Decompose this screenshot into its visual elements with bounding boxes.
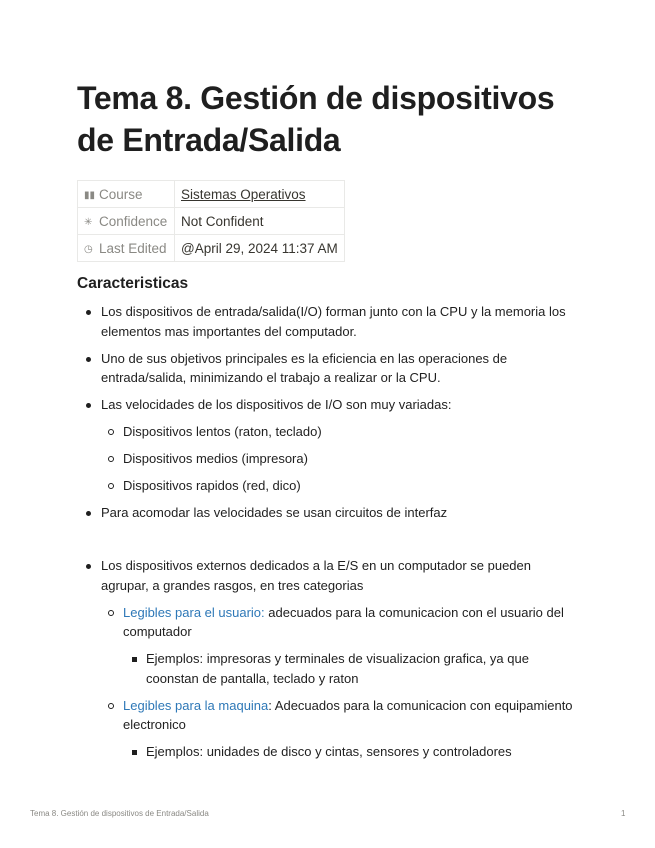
- categories-sublist: [101, 603, 577, 762]
- last-edited-label: Last Edited: [99, 240, 167, 256]
- property-value-course[interactable]: [175, 181, 345, 208]
- list-item: Dispositivos rapidos (red, dico): [101, 476, 577, 496]
- list-item: [77, 395, 577, 496]
- list-item: Ejemplos: impresoras y terminales de visualizacion grafica, ya que coonstan de pantalla, teclado y raton: [123, 649, 577, 688]
- category-link[interactable]: Legibles para la maquina: [123, 697, 269, 713]
- page-number: 1: [621, 809, 626, 818]
- list-item: Uno de sus objetivos principales es la eficiencia en las operaciones de entrada/salida, minimizando el trabajo a realizar or la CPU.: [77, 349, 577, 388]
- list-item: Los dispositivos de entrada/salida(I/O) forman junto con la CPU y la memoria los elementos mas importantes del computador.: [77, 302, 577, 341]
- example-sublist: [123, 742, 577, 762]
- example-sublist: [123, 649, 577, 688]
- property-row-confidence: [78, 208, 345, 235]
- section-heading: Caracteristicas: [77, 275, 189, 292]
- list-item: [101, 696, 577, 762]
- property-value-confidence[interactable]: Not Confident: [175, 208, 345, 235]
- property-key-confidence: [78, 208, 175, 235]
- list-item: Ejemplos: unidades de disco y cintas, sensores y controladores: [123, 742, 577, 762]
- list-item: Dispositivos medios (impresora): [101, 449, 577, 469]
- category-link[interactable]: Legibles para el usuario:: [123, 604, 265, 620]
- page-title: Tema 8. Gestión de dispositivos de Entrada/Salida: [77, 80, 555, 158]
- property-key-last-edited: [78, 235, 175, 262]
- list-item-text: Los dispositivos externos dedicados a la E/S en un computador se pueden agrupar, a grandes rasgos, en tres categorias: [101, 558, 531, 593]
- list-item: [101, 603, 577, 689]
- course-link[interactable]: Sistemas Operativos: [181, 186, 306, 202]
- property-key-course: [78, 181, 175, 208]
- loading-spinner-icon: ✳: [84, 216, 93, 228]
- course-label: Course: [99, 186, 143, 202]
- property-row-last-edited: [78, 235, 345, 262]
- clock-icon: ◷: [84, 243, 93, 255]
- speeds-sublist: [101, 422, 577, 496]
- book-icon: ▮▮: [84, 189, 96, 201]
- bullet-list: [77, 556, 577, 762]
- property-row-course: [78, 181, 345, 208]
- list-item: Dispositivos lentos (raton, teclado): [101, 422, 577, 442]
- property-value-last-edited: @April 29, 2024 11:37 AM: [175, 235, 345, 262]
- list-item: [77, 556, 577, 762]
- confidence-label: Confidence: [99, 213, 168, 229]
- properties-table: [77, 180, 345, 262]
- category-text: : Adecuados para la comunicacion con equipamiento electronico: [123, 697, 573, 732]
- list-item-text: Las velocidades de los dispositivos de I/O son muy variadas:: [101, 397, 452, 412]
- list-item: Para acomodar las velocidades se usan circuitos de interfaz: [77, 503, 577, 523]
- category-text: adecuados para la comunicacion con el usuario del computador: [123, 604, 564, 639]
- empty-paragraph: [77, 530, 577, 556]
- footer-title: Tema 8. Gestión de dispositivos de Entrada/Salida: [30, 809, 209, 818]
- bullet-list: [77, 302, 577, 523]
- section-content: [77, 302, 577, 769]
